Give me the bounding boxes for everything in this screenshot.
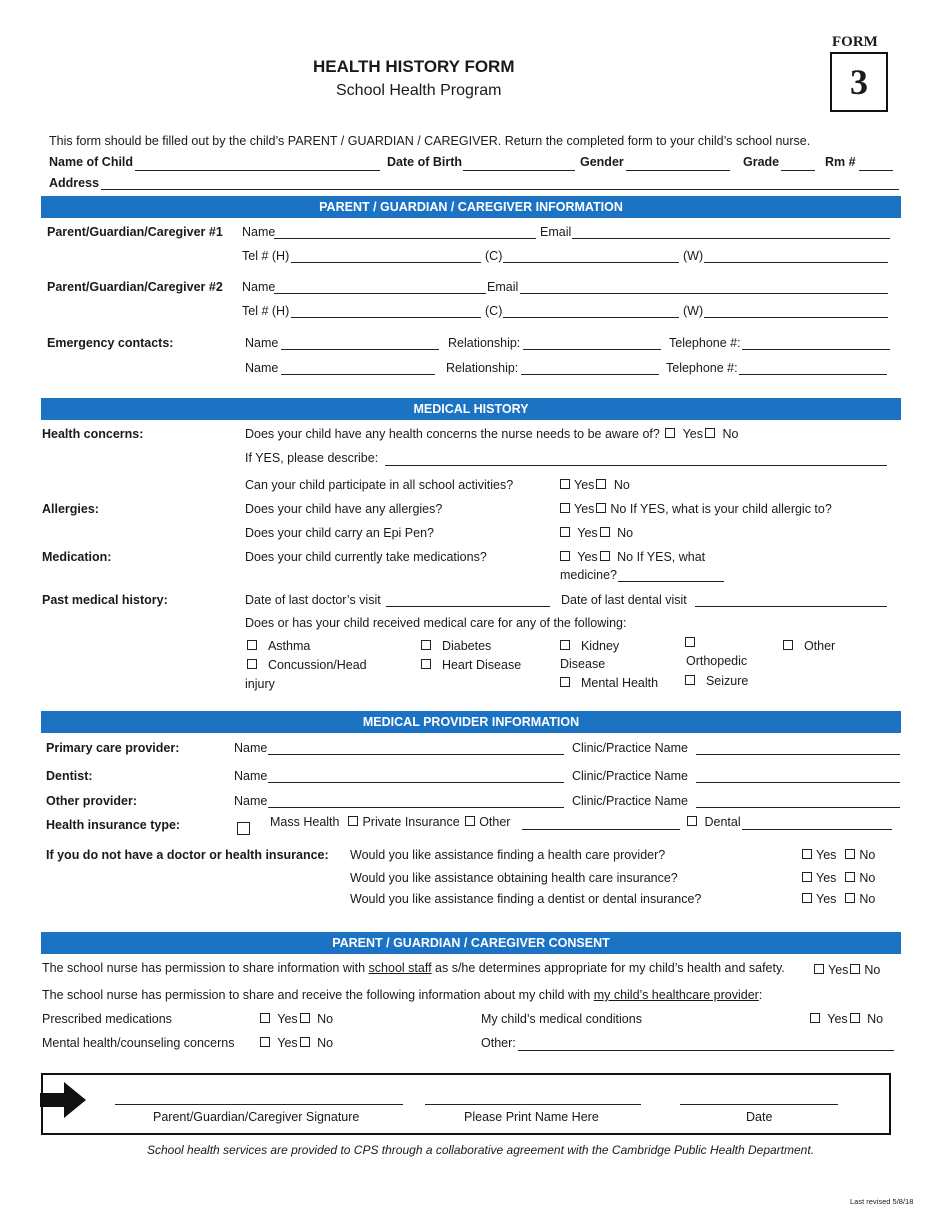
form-number-box: 3 <box>830 52 888 112</box>
primary-name-line[interactable] <box>268 754 564 755</box>
intro-text: This form should be filled out by the child’s PARENT / GUARDIAN / CAREGIVER. Return the completed form to your child’s school nurse. <box>49 134 811 148</box>
emergency2-name-line[interactable] <box>281 374 435 375</box>
condition-heart: Heart Disease <box>419 658 521 672</box>
medicine-label: medicine? <box>560 568 617 582</box>
past-history-label: Past medical history: <box>42 593 168 607</box>
emergency2-rel-label: Relationship: <box>446 361 519 375</box>
gender-label: Gender <box>580 155 624 169</box>
mental-consent-label: Mental health/counseling concerns <box>42 1036 235 1050</box>
parent2-telh-line[interactable] <box>291 317 481 318</box>
section-bar-medical: MEDICAL HISTORY <box>41 398 901 420</box>
dental-insurance: Dental <box>685 815 741 829</box>
diabetes-checkbox[interactable] <box>421 640 431 650</box>
signature-label: Parent/Guardian/Caregiver Signature <box>153 1110 360 1124</box>
parent2-email-line[interactable] <box>520 293 888 294</box>
emergency-label: Emergency contacts: <box>47 336 174 350</box>
condition-diabetes: Diabetes <box>419 639 491 653</box>
parent2-telc-label: (C) <box>485 304 503 318</box>
condition-asthma: Asthma <box>245 639 310 653</box>
section-bar-provider: MEDICAL PROVIDER INFORMATION <box>41 711 901 733</box>
address-label: Address <box>49 176 100 190</box>
assist-q3-no-checkbox[interactable] <box>845 893 855 903</box>
dentist-name-label: Name <box>234 769 268 783</box>
medication-question: Does your child currently take medications? <box>245 550 487 564</box>
other-condition-checkbox[interactable] <box>783 640 793 650</box>
other-clinic-line[interactable] <box>696 807 900 808</box>
condition-injury-text: injury <box>245 677 275 691</box>
dentist-label: Dentist: <box>46 769 93 783</box>
print-name-line[interactable] <box>425 1104 641 1105</box>
orthopedic-checkbox-wrap <box>683 636 699 650</box>
insurance-options: Mass Health Private Insurance Other <box>270 815 511 829</box>
consent-1-no-checkbox[interactable] <box>850 964 860 974</box>
assist-q1-yes-checkbox[interactable] <box>802 849 812 859</box>
doctor-visit-label: Date of last doctor’s visit <box>245 593 381 607</box>
condition-mental: Mental Health <box>558 676 658 690</box>
other-insurance-line[interactable] <box>522 829 680 830</box>
describe-label: If YES, please describe: <box>245 451 379 465</box>
conditions-consent-options: Yes No <box>808 1012 883 1026</box>
orthopedic-checkbox[interactable] <box>685 637 695 647</box>
grade-label: Grade <box>743 155 780 169</box>
parent1-telh-label: Tel # (H) <box>242 249 290 263</box>
medicine-line[interactable] <box>618 581 724 582</box>
assist-q3-options: Yes No <box>800 892 875 906</box>
parent1-name-line[interactable] <box>274 238 536 239</box>
parent2-label: Parent/Guardian/Caregiver #2 <box>47 280 223 294</box>
parent1-label: Parent/Guardian/Caregiver #1 <box>47 225 223 239</box>
emergency1-name-line[interactable] <box>281 349 439 350</box>
parent2-telw-label: (W) <box>683 304 704 318</box>
concussion-checkbox[interactable] <box>247 659 257 669</box>
epipen-no-checkbox[interactable] <box>600 527 610 537</box>
parent1-telw-label: (W) <box>683 249 704 263</box>
dental-visit-label: Date of last dental visit <box>561 593 687 607</box>
condition-seizure: Seizure <box>683 674 748 688</box>
parent1-telc-label: (C) <box>485 249 503 263</box>
kidney-checkbox[interactable] <box>560 640 570 650</box>
page-title: HEALTH HISTORY FORM <box>313 57 515 76</box>
assist-q2-options: Yes No <box>800 871 875 885</box>
prescribed-options: Yes No <box>258 1012 333 1026</box>
dental-insurance-checkbox[interactable] <box>687 816 697 826</box>
section-bar-consent: PARENT / GUARDIAN / CAREGIVER CONSENT <box>41 932 901 954</box>
allergies-yes-checkbox[interactable] <box>560 503 570 513</box>
heart-checkbox[interactable] <box>421 659 431 669</box>
consent-statement-2: The school nurse has permission to share and receive the following information about my child with my child’s healthcare provider: <box>42 988 763 1002</box>
print-name-label: Please Print Name Here <box>464 1110 599 1124</box>
condition-other: Other <box>781 639 835 653</box>
arrow-right-icon <box>40 1080 86 1120</box>
other-insurance-checkbox[interactable] <box>465 816 475 826</box>
dentist-clinic-line[interactable] <box>696 782 900 783</box>
grade-line[interactable] <box>781 170 815 171</box>
emergency1-tel-line[interactable] <box>742 349 890 350</box>
asthma-checkbox[interactable] <box>247 640 257 650</box>
assist-q2-no-checkbox[interactable] <box>845 872 855 882</box>
condition-concussion: Concussion/Head <box>245 658 367 672</box>
condition-kidney-disease-text: Disease <box>560 657 606 671</box>
dentist-name-line[interactable] <box>268 782 564 783</box>
parent2-name-line[interactable] <box>274 293 486 294</box>
parent2-name-label: Name <box>242 280 276 294</box>
dob-line[interactable] <box>463 170 575 171</box>
parent2-telw-line[interactable] <box>704 317 888 318</box>
parent1-email-line[interactable] <box>572 238 890 239</box>
activities-yes-checkbox[interactable] <box>560 479 570 489</box>
emergency2-rel-line[interactable] <box>521 374 659 375</box>
allergies-question: Does your child have any allergies? <box>245 502 443 516</box>
parent1-telh-line[interactable] <box>291 262 481 263</box>
revised-note: Last revised 5/8/18 <box>850 1197 914 1206</box>
address-line[interactable] <box>101 189 899 190</box>
health-concerns-label: Health concerns: <box>42 427 144 441</box>
condition-kidney: Kidney <box>558 639 619 653</box>
dental-visit-line[interactable] <box>695 606 887 607</box>
assist-q2: Would you like assistance obtaining health care insurance? <box>350 871 678 885</box>
rm-label: Rm # <box>825 155 856 169</box>
health-concerns-question: Does your child have any health concerns the nurse needs to be aware of? Yes No <box>245 427 739 441</box>
medication-label: Medication: <box>42 550 112 564</box>
epipen-question: Does your child carry an Epi Pen? <box>245 526 434 540</box>
dob-label: Date of Birth <box>387 155 462 169</box>
consent-1-options: Yes No <box>812 963 880 977</box>
primary-clinic-line[interactable] <box>696 754 900 755</box>
other-consent-label: Other: <box>481 1036 516 1050</box>
doctor-visit-line[interactable] <box>386 606 550 607</box>
conditions-no-checkbox[interactable] <box>850 1013 860 1023</box>
concerns-yes-checkbox[interactable] <box>665 428 675 438</box>
emergency1-rel-line[interactable] <box>523 349 661 350</box>
consent-statement-1: The school nurse has permission to share information with school staff as s/he determines appropriate for my child’s health and safety. <box>42 961 785 975</box>
emergency1-rel-label: Relationship: <box>448 336 521 350</box>
epipen-yes-checkbox[interactable] <box>560 527 570 537</box>
activities-no-checkbox[interactable] <box>596 479 606 489</box>
other-clinic-label: Clinic/Practice Name <box>572 794 689 808</box>
primary-clinic-label: Clinic/Practice Name <box>572 741 689 755</box>
gender-line[interactable] <box>626 170 730 171</box>
mass-health-checkbox[interactable] <box>237 822 250 835</box>
date-label: Date <box>746 1110 773 1124</box>
dental-insurance-line[interactable] <box>742 829 892 830</box>
mental-consent-options: Yes No <box>258 1036 333 1050</box>
parent2-telc-line[interactable] <box>503 317 679 318</box>
parent2-email-label: Email <box>487 280 519 294</box>
prescribed-yes-checkbox[interactable] <box>260 1013 270 1023</box>
form-label: FORM <box>832 34 878 50</box>
mental-health-checkbox[interactable] <box>560 677 570 687</box>
child-name-label: Name of Child <box>49 155 134 169</box>
dentist-clinic-label: Clinic/Practice Name <box>572 769 689 783</box>
assist-q2-yes-checkbox[interactable] <box>802 872 812 882</box>
activities-options: Yes No <box>558 478 630 492</box>
mental-no-checkbox[interactable] <box>300 1037 310 1047</box>
mental-yes-checkbox[interactable] <box>260 1037 270 1047</box>
assist-q1-options: Yes No <box>800 848 875 862</box>
other-provider-label: Other provider: <box>46 794 137 808</box>
seizure-checkbox[interactable] <box>685 675 695 685</box>
other-name-line[interactable] <box>268 807 564 808</box>
medication-options: Yes No If YES, what <box>558 550 705 564</box>
allergies-no-checkbox[interactable] <box>596 503 606 513</box>
insurance-type-label: Health insurance type: <box>46 818 181 832</box>
medication-yes-checkbox[interactable] <box>560 551 570 561</box>
conditions-consent-label: My child’s medical conditions <box>481 1012 642 1026</box>
parent1-telc-line[interactable] <box>503 262 679 263</box>
parent2-telh-label: Tel # (H) <box>242 304 290 318</box>
child-name-line[interactable] <box>135 170 380 171</box>
assist-q1-no-checkbox[interactable] <box>845 849 855 859</box>
primary-name-label: Name <box>234 741 268 755</box>
parent1-email-label: Email <box>540 225 572 239</box>
other-consent-line[interactable] <box>518 1050 894 1051</box>
private-insurance-checkbox[interactable] <box>348 816 358 826</box>
allergies-options: Yes No If YES, what is your child allergic to? <box>558 502 832 516</box>
emergency2-tel-line[interactable] <box>739 374 887 375</box>
consent-1-yes-checkbox[interactable] <box>814 964 824 974</box>
signature-line[interactable] <box>115 1104 403 1105</box>
assist-q3-yes-checkbox[interactable] <box>802 893 812 903</box>
other-name-label: Name <box>234 794 268 808</box>
describe-line[interactable] <box>385 465 887 466</box>
condition-orthopedic-text: Orthopedic <box>686 654 748 668</box>
primary-care-label: Primary care provider: <box>46 741 180 755</box>
emergency1-name-label: Name <box>245 336 279 350</box>
page-subtitle: School Health Program <box>336 82 502 99</box>
parent1-name-label: Name <box>242 225 276 239</box>
rm-line[interactable] <box>859 170 893 171</box>
epipen-options: Yes No <box>558 526 633 540</box>
section-bar-parent: PARENT / GUARDIAN / CAREGIVER INFORMATION <box>41 196 901 218</box>
assist-q1: Would you like assistance finding a health care provider? <box>350 848 666 862</box>
allergies-label: Allergies: <box>42 502 99 516</box>
activities-question: Can your child participate in all school activities? <box>245 478 514 492</box>
footer-note: School health services are provided to CPS through a collaborative agreement with the Cambridge Public Health Department. <box>147 1143 815 1157</box>
no-doctor-label: If you do not have a doctor or health insurance: <box>46 848 329 862</box>
emergency2-tel-label: Telephone #: <box>666 361 738 375</box>
parent1-telw-line[interactable] <box>704 262 888 263</box>
emergency2-name-label: Name <box>245 361 279 375</box>
medical-care-question: Does or has your child received medical care for any of the following: <box>245 616 627 630</box>
date-line[interactable] <box>680 1104 838 1105</box>
conditions-yes-checkbox[interactable] <box>810 1013 820 1023</box>
prescribed-no-checkbox[interactable] <box>300 1013 310 1023</box>
medication-no-checkbox[interactable] <box>600 551 610 561</box>
assist-q3: Would you like assistance finding a dentist or dental insurance? <box>350 892 702 906</box>
emergency1-tel-label: Telephone #: <box>669 336 741 350</box>
prescribed-label: Prescribed medications <box>42 1012 172 1026</box>
concerns-no-checkbox[interactable] <box>705 428 715 438</box>
